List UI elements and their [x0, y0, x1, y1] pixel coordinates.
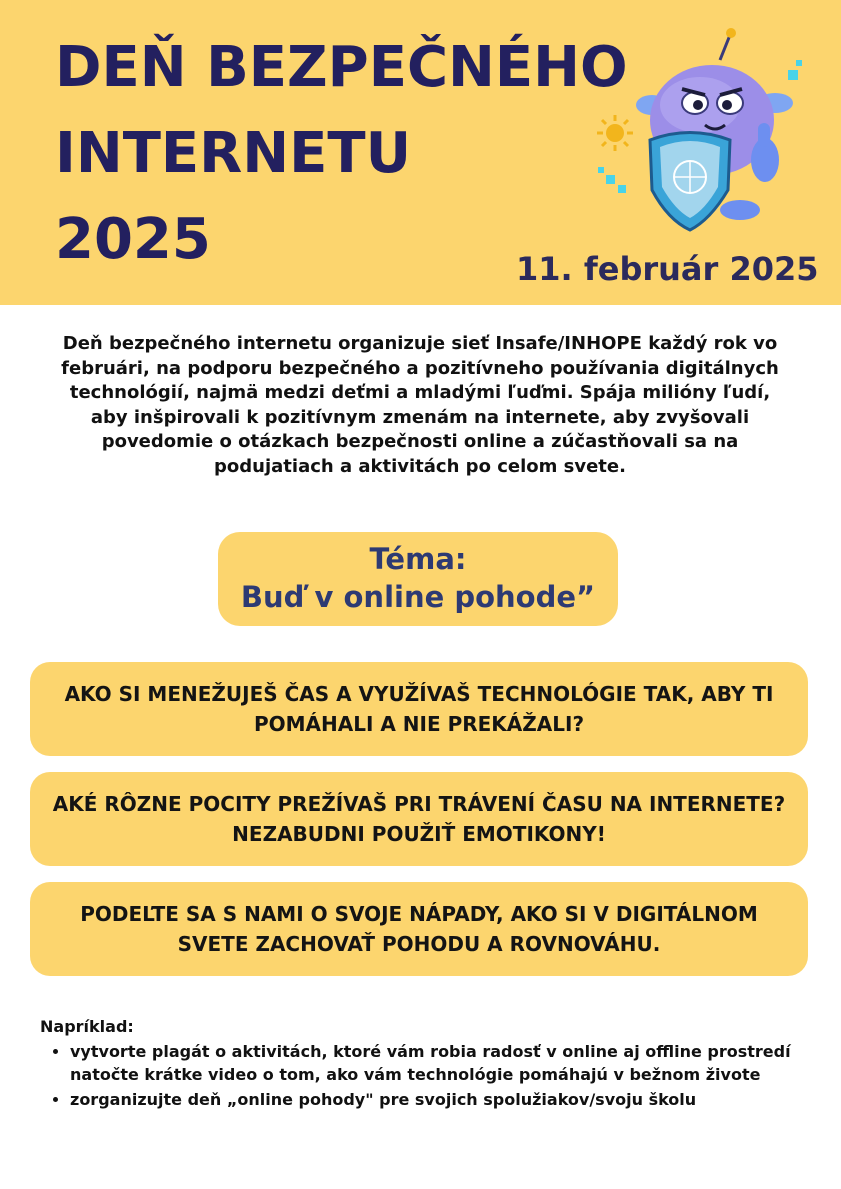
theme-box	[218, 532, 618, 626]
title-line-3: 2025	[55, 207, 211, 272]
list-item: • vytvorte plagát o aktivitách, ktoré vám robia radosť v online aj offline prostredí natočte krátke video o tom, ako vám technológie pomáhajú v bežnom živote	[70, 1040, 800, 1086]
question-3-line-2: SVETE ZACHOVAŤ POHODU A ROVNOVÁHU.	[177, 932, 661, 956]
question-box-2	[30, 772, 808, 866]
mascot-shield-icon	[590, 25, 810, 240]
event-date: 11. február 2025	[516, 250, 819, 288]
question-2-line-1: AKÉ RÔZNE POCITY PREŽÍVAŠ PRI TRÁVENÍ ČASU NA INTERNETE?	[52, 792, 786, 816]
header-banner	[0, 0, 841, 305]
example-list	[40, 1040, 800, 1111]
example-section	[40, 1015, 800, 1113]
question-1-line-2: POMÁHALI A NIE PREKÁŽALI?	[253, 712, 585, 736]
title-line-2: INTERNETU	[55, 121, 412, 186]
theme-text: Buď v online pohode”	[240, 580, 596, 614]
question-2-line-2: NEZABUDNI POUŽIŤ EMOTIKONY!	[232, 822, 606, 846]
question-box-3	[30, 882, 808, 976]
title-line-1: DEŇ BEZPEČNÉHO	[55, 35, 628, 100]
example-label: Napríklad:	[40, 1017, 134, 1036]
theme-label: Téma:	[369, 542, 467, 576]
intro-paragraph: Deň bezpečného internetu organizuje sieť Insafe/INHOPE každý rok vo februári, na podporu bezpečného a pozitívneho používania digitálnych technológií, najmä medzi deťmi a mladými ľuďmi. Spája milióny ľudí, aby inšpirovali k pozitívnym zmenám na internete, aby zvyšovali povedomie o otázkach bezpečnosti online a zúčastňovali sa na podujatiach a aktivitách po celom svete.	[61, 333, 779, 477]
question-1-line-1: AKO SI MENEŽUJEŠ ČAS A VYUŽÍVAŠ TECHNOLÓGIE TAK, ABY TI	[64, 682, 774, 706]
question-box-1	[30, 662, 808, 756]
question-3-line-1: PODEĽTE SA S NAMI O SVOJE NÁPADY, AKO SI V DIGITÁLNOM	[80, 902, 758, 926]
list-item: • zorganizujte deň „online pohody" pre svojich spolužiakov/svoju školu	[70, 1088, 800, 1111]
